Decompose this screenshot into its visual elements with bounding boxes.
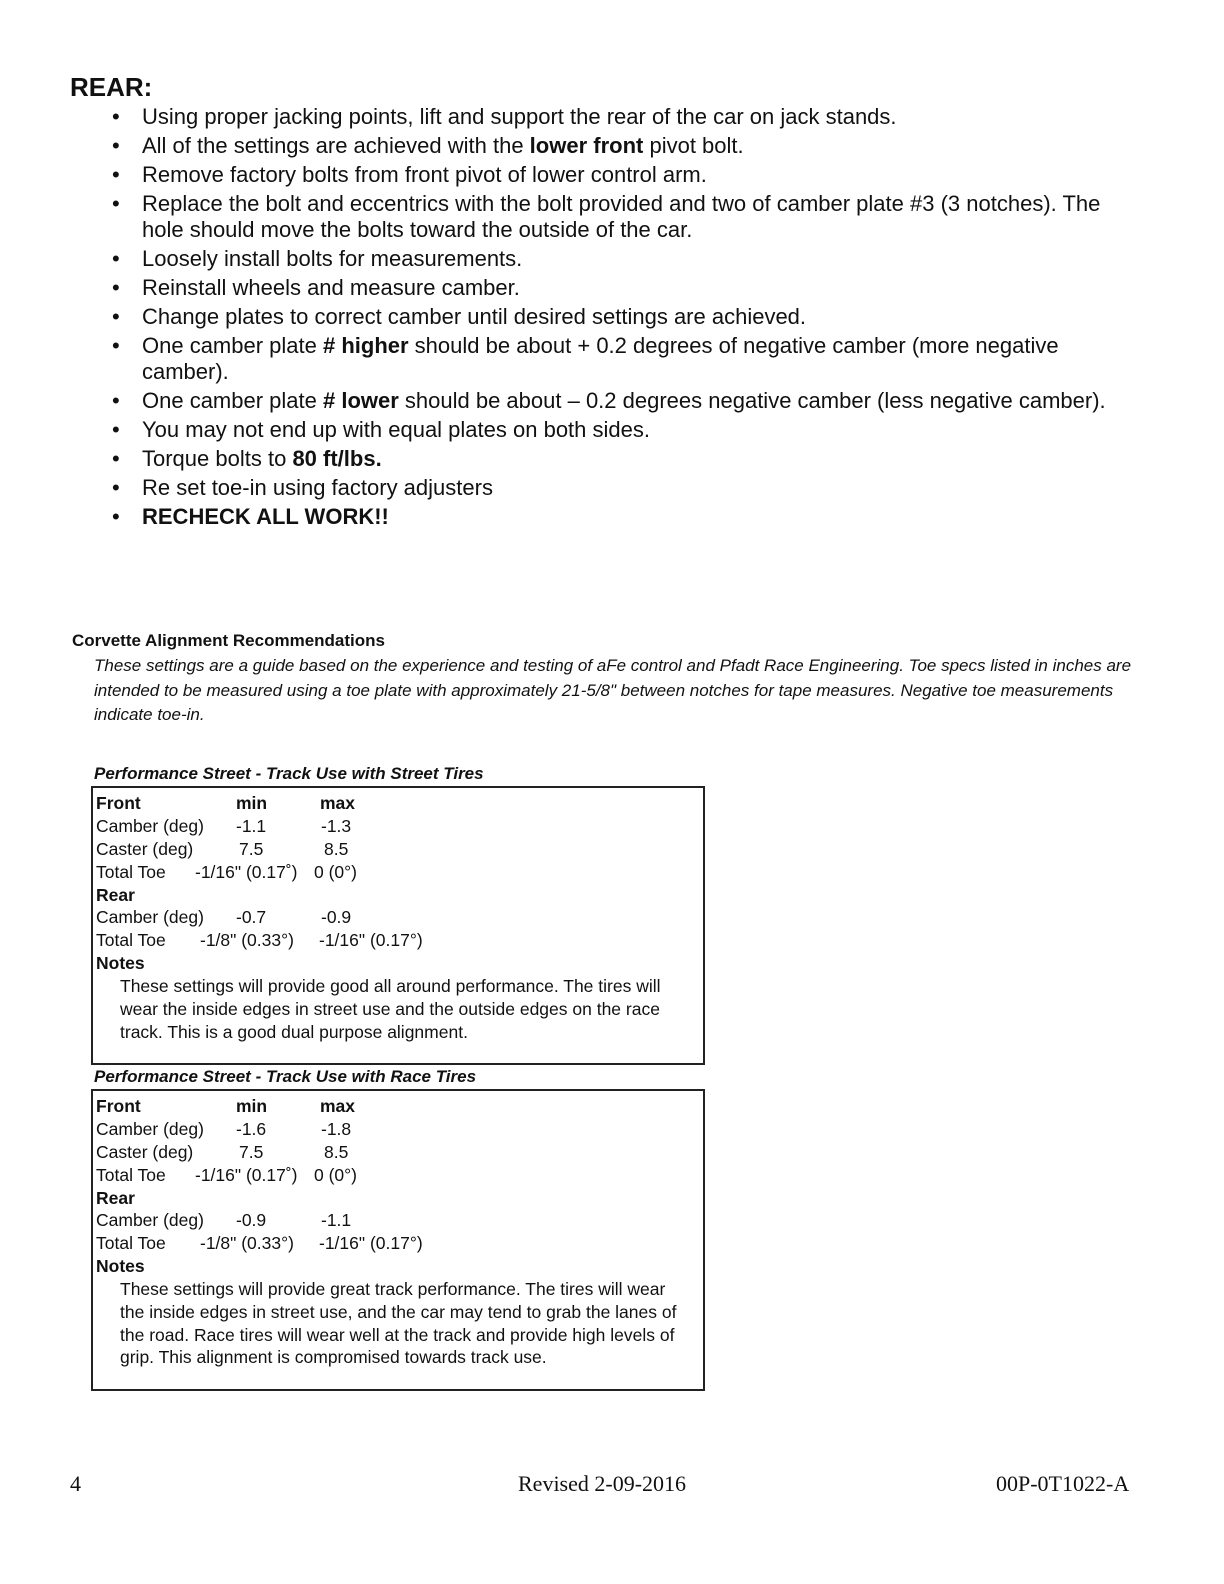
alignment-spec-box: [91, 786, 705, 1065]
list-item: • RECHECK ALL WORK!!: [112, 504, 1122, 530]
section-heading-rear: REAR:: [70, 72, 153, 102]
list-item: • One camber plate # lower should be about – 0.2 degrees negative camber (less negative camber).: [112, 388, 1122, 414]
spec-max: 0 (0°): [314, 1165, 357, 1185]
spec-min: -1/16" (0.17˚): [195, 862, 298, 882]
spec-min: -1.1: [236, 816, 267, 836]
alignment-spec-box: [91, 1089, 705, 1391]
spec-max: -0.9: [321, 907, 352, 927]
spec-label: Camber (deg): [96, 1119, 204, 1139]
spec-max: 0 (0°): [314, 862, 357, 882]
spec-min: -1/8" (0.33°): [200, 1233, 294, 1253]
spec-max: -1.3: [321, 816, 352, 836]
spec-min: -1/16" (0.17˚): [195, 1165, 298, 1185]
revision-date: Revised 2-09-2016: [518, 1471, 687, 1496]
spec-max: -1/16" (0.17°): [319, 1233, 423, 1253]
rear-label: Rear: [96, 885, 135, 905]
spec-max: 8.5: [324, 839, 349, 859]
list-item: • Reinstall wheels and measure camber.: [112, 275, 1122, 301]
min-label: min: [236, 1096, 268, 1116]
spec-min: -1.6: [236, 1119, 267, 1139]
spec-min: -0.9: [236, 1210, 267, 1230]
spec-min: -0.7: [236, 907, 267, 927]
spec-max: -1.8: [321, 1119, 352, 1139]
max-label: max: [320, 793, 356, 813]
min-label: min: [236, 793, 268, 813]
spec-label: Camber (deg): [96, 907, 204, 927]
list-item: • You may not end up with equal plates on both sides.: [112, 417, 1122, 443]
recommendations-intro: These settings are a guide based on the experience and testing of aFe control and Pfadt Race Engineering. Toe specs listed in inches are intended to be measured using a toe plate with approximately 21-5/8" between notches for tape measures. Negative toe measurements indicate toe-in.: [94, 656, 1132, 724]
page-number: 4: [70, 1471, 81, 1496]
list-item: • One camber plate # higher should be about + 0.2 degrees of negative camber (more negative camber).: [112, 333, 1122, 385]
spec-label: Total Toe: [96, 930, 166, 950]
spec-label: Caster (deg): [96, 1142, 194, 1162]
list-item: • Using proper jacking points, lift and support the rear of the car on jack stands.: [112, 104, 1122, 130]
spec-label: Total Toe: [96, 862, 166, 882]
spec-max: 8.5: [324, 1142, 349, 1162]
spec-max: -1/16" (0.17°): [319, 930, 423, 950]
spec-label: Total Toe: [96, 1165, 166, 1185]
notes-text: These settings will provide great track performance. The tires will wear the inside edges in street use, and the car may tend to grab the lanes of the road. Race tires will wear well at the track and provide high levels of grip. This alignment is compromised towards track use.: [120, 1279, 677, 1368]
spec-max: -1.1: [321, 1210, 352, 1230]
table-title: Performance Street - Track Use with Race Tires: [94, 1067, 477, 1086]
list-item: • Change plates to correct camber until desired settings are achieved.: [112, 304, 1122, 330]
spec-label: Total Toe: [96, 1233, 166, 1253]
list-item: • Re set toe-in using factory adjusters: [112, 475, 1122, 501]
rear-instruction-list: [112, 104, 1122, 533]
table-title: Performance Street - Track Use with Street Tires: [94, 764, 484, 783]
front-label: Front: [96, 793, 141, 813]
document-number: 00P-0T1022-A: [996, 1471, 1130, 1496]
recommendations-title: Corvette Alignment Recommendations: [72, 631, 385, 650]
front-label: Front: [96, 1096, 141, 1116]
notes-text: These settings will provide good all around performance. The tires will wear the inside edges in street use and the outside edges on the race track. This is a good dual purpose alignment.: [120, 976, 661, 1042]
list-item: • Loosely install bolts for measurements.: [112, 246, 1122, 272]
spec-label: Camber (deg): [96, 1210, 204, 1230]
notes-label: Notes: [96, 953, 145, 973]
list-item: • Torque bolts to 80 ft/lbs.: [112, 446, 1122, 472]
spec-min: -1/8" (0.33°): [200, 930, 294, 950]
list-item: • Remove factory bolts from front pivot of lower control arm.: [112, 162, 1122, 188]
spec-label: Caster (deg): [96, 839, 194, 859]
max-label: max: [320, 1096, 356, 1116]
notes-label: Notes: [96, 1256, 145, 1276]
spec-min: 7.5: [239, 839, 264, 859]
list-item: • All of the settings are achieved with the lower front pivot bolt.: [112, 133, 1122, 159]
spec-label: Camber (deg): [96, 816, 204, 836]
spec-min: 7.5: [239, 1142, 264, 1162]
rear-label: Rear: [96, 1188, 135, 1208]
list-item: • Replace the bolt and eccentrics with the bolt provided and two of camber plate #3 (3 notches). The hole should move the bolts toward the outside of the car.: [112, 191, 1122, 243]
